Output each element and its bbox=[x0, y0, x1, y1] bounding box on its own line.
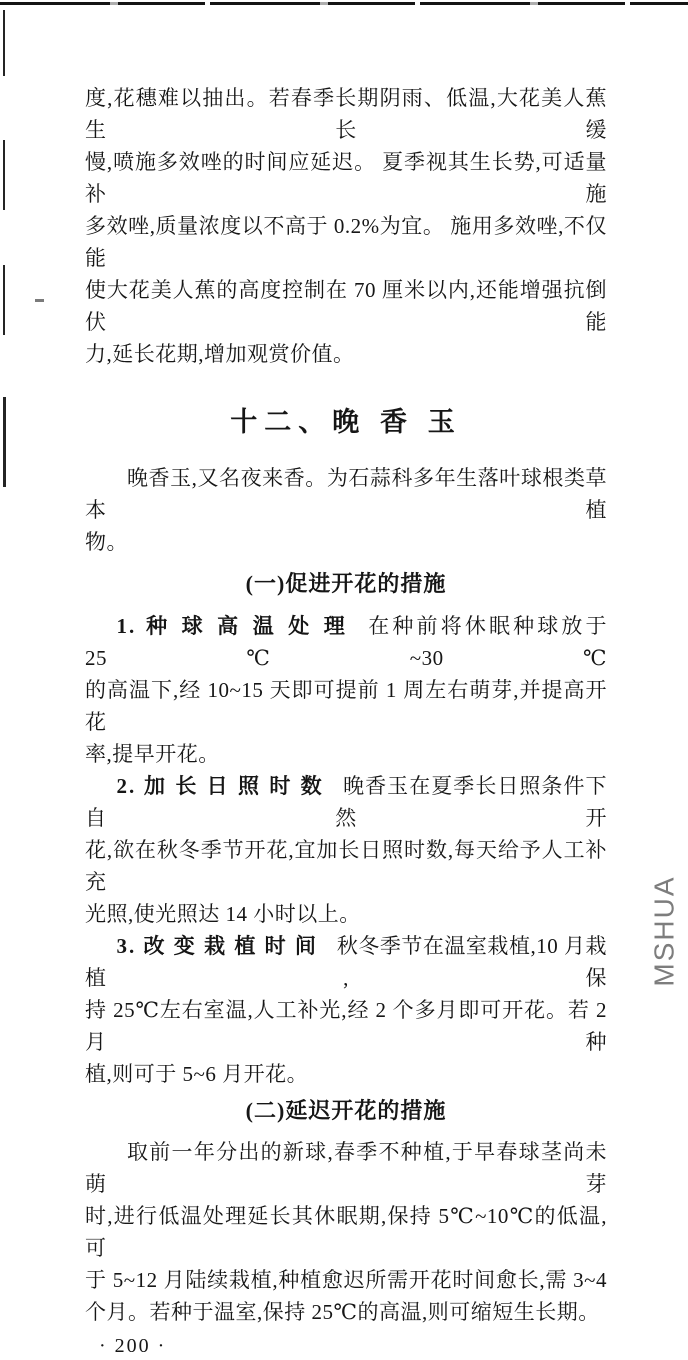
text-line: 于 5~12 月陆续栽植,种植愈迟所需开花时间愈长,需 3~4 bbox=[85, 1268, 607, 1292]
text-line: 持 25℃左右室温,人工补光,经 2 个多月即可开花。若 2 月种 bbox=[85, 998, 607, 1054]
page-number: · 200 · bbox=[99, 1335, 167, 1357]
numbered-items bbox=[85, 610, 607, 1090]
text-line: 光照,使光照达 14 小时以上。 bbox=[85, 902, 361, 926]
item-number-heading: 2. 加 长 日 照 时 数 bbox=[116, 774, 325, 798]
text-line: 植,则可于 5~6 月开花。 bbox=[85, 1062, 309, 1086]
text-line: 率,提早开花。 bbox=[85, 742, 220, 766]
item-first-text: 秋冬季节在温室栽植,10 月栽植,保 bbox=[85, 934, 607, 990]
text-line: 时,进行低温处理延长其休眠期,保持 5℃~10℃的低温,可 bbox=[85, 1204, 607, 1260]
watermark-text: MSHUA bbox=[649, 875, 680, 987]
text-line: 多效唑,质量浓度以不高于 0.2%为宜。 施用多效唑,不仅能 bbox=[85, 214, 607, 270]
chapter-heading: 十二、晚 香 玉 bbox=[230, 407, 462, 437]
text-line: 个月。若种于温室,保持 25℃的高温,则可缩短生长期。 bbox=[85, 1300, 600, 1324]
text-line: 晚香玉,又名夜来香。为石蒜科多年生落叶球根类草本植 bbox=[85, 466, 607, 522]
paragraph bbox=[85, 610, 607, 770]
watermark-container bbox=[648, 865, 682, 997]
item-number-heading: 3. 改 变 栽 植 时 间 bbox=[116, 934, 318, 958]
item-first-text: 晚香玉在夏季长日照条件下自然开 bbox=[85, 774, 608, 830]
item-first-text: 在种前将休眠种球放于 25℃~30℃ bbox=[85, 614, 608, 670]
text-line: 使大花美人蕉的高度控制在 70 厘米以内,还能增强抗倒伏能 bbox=[85, 278, 607, 334]
text-line: 花,欲在秋冬季节开花,宜加长日照时数,每天给予人工补充 bbox=[85, 838, 607, 894]
text-line: 力,延长花期,增加观赏价值。 bbox=[85, 342, 355, 366]
text-line bbox=[85, 610, 607, 674]
text-line: 的高温下,经 10~15 天即可提前 1 周左右萌芽,并提高开花 bbox=[85, 678, 607, 734]
text-line bbox=[85, 770, 607, 834]
paragraph bbox=[85, 770, 607, 930]
paragraph bbox=[85, 462, 607, 558]
item-number-heading: 1. 种 球 高 温 处 理 bbox=[116, 614, 350, 638]
text-line bbox=[85, 930, 607, 994]
section-heading: (二)延迟开花的措施 bbox=[245, 1098, 447, 1123]
text-line: 物。 bbox=[85, 530, 128, 554]
section-heading: (一)促进开花的措施 bbox=[245, 571, 447, 596]
paragraph bbox=[85, 82, 607, 370]
text-line: 度,花穗难以抽出。若春季长期阴雨、低温,大花美人蕉生长缓 bbox=[85, 86, 607, 142]
paragraph bbox=[85, 1136, 607, 1328]
text-line: 慢,喷施多效唑的时间应延迟。 夏季视其生长势,可适量补施 bbox=[85, 150, 607, 206]
text-line: 取前一年分出的新球,春季不种植,于早春球茎尚未萌芽 bbox=[85, 1140, 607, 1196]
paragraph bbox=[85, 930, 607, 1090]
